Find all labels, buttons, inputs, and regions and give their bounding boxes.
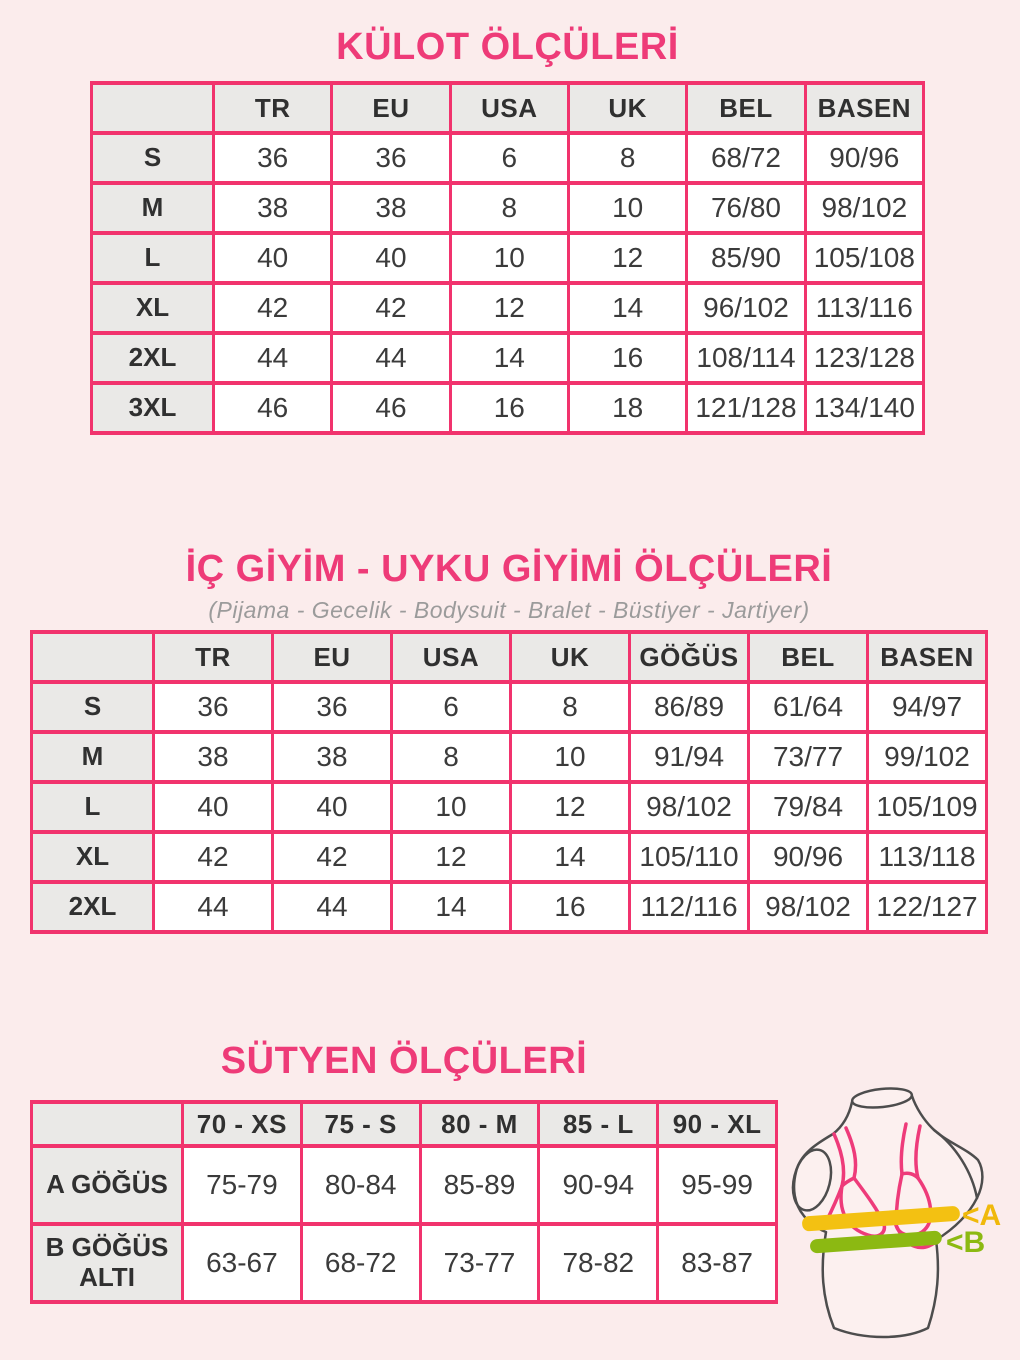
column-header: 75 - S (301, 1102, 420, 1146)
size-cell: 40 (214, 233, 332, 283)
corner-cell (32, 632, 154, 682)
row-label: XL (32, 832, 154, 882)
size-cell: 14 (450, 333, 568, 383)
size-cell: 91/94 (630, 732, 749, 782)
table-row (92, 383, 924, 433)
size-cell: 80-84 (301, 1146, 420, 1224)
size-cell: 63-67 (183, 1224, 302, 1302)
size-cell: 90/96 (749, 832, 868, 882)
size-cell: 96/102 (687, 283, 805, 333)
corner-cell (92, 83, 214, 133)
size-cell: 85-89 (420, 1146, 539, 1224)
size-cell: 85/90 (687, 233, 805, 283)
size-cell: 68-72 (301, 1224, 420, 1302)
column-header: BEL (687, 83, 805, 133)
row-label: M (32, 732, 154, 782)
table-row (32, 1146, 777, 1224)
size-cell: 46 (332, 383, 450, 433)
row-label: 2XL (92, 333, 214, 383)
table-row (92, 133, 924, 183)
size-cell: 76/80 (687, 183, 805, 233)
corner-cell (32, 1102, 183, 1146)
column-header: TR (154, 632, 273, 682)
size-cell: 46 (214, 383, 332, 433)
size-cell: 16 (568, 333, 686, 383)
row-label: S (92, 133, 214, 183)
size-cell: 79/84 (749, 782, 868, 832)
size-cell: 134/140 (805, 383, 923, 433)
table-row (92, 333, 924, 383)
table-row (92, 233, 924, 283)
size-cell: 98/102 (805, 183, 923, 233)
size-cell: 38 (273, 732, 392, 782)
size-cell: 40 (273, 782, 392, 832)
size-cell: 73-77 (420, 1224, 539, 1302)
column-header: USA (392, 632, 511, 682)
size-cell: 86/89 (630, 682, 749, 732)
size-cell: 121/128 (687, 383, 805, 433)
size-cell: 10 (568, 183, 686, 233)
band-a-label: <A (962, 1199, 1002, 1232)
size-cell: 10 (450, 233, 568, 283)
row-label: L (32, 782, 154, 832)
size-cell: 12 (392, 832, 511, 882)
size-cell: 6 (450, 133, 568, 183)
size-cell: 16 (450, 383, 568, 433)
size-cell: 42 (273, 832, 392, 882)
size-cell: 8 (568, 133, 686, 183)
kulot-section-title: KÜLOT ÖLÇÜLERİ (336, 26, 679, 68)
size-cell: 105/108 (805, 233, 923, 283)
size-cell: 73/77 (749, 732, 868, 782)
column-header: UK (568, 83, 686, 133)
column-header: BASEN (868, 632, 987, 682)
row-label: XL (92, 283, 214, 333)
table-row (32, 732, 987, 782)
column-header: 85 - L (539, 1102, 658, 1146)
size-cell: 105/109 (868, 782, 987, 832)
size-cell: 98/102 (630, 782, 749, 832)
header-row (32, 1102, 777, 1146)
sutyen-section-title: SÜTYEN ÖLÇÜLERİ (220, 1040, 588, 1082)
size-cell: 44 (154, 882, 273, 932)
size-cell: 14 (511, 832, 630, 882)
size-cell: 90/96 (805, 133, 923, 183)
size-cell: 36 (154, 682, 273, 732)
band-b-label: <B (946, 1226, 986, 1259)
size-cell: 99/102 (868, 732, 987, 782)
column-header: BEL (749, 632, 868, 682)
size-cell: 6 (392, 682, 511, 732)
row-label: L (92, 233, 214, 283)
size-cell: 113/118 (868, 832, 987, 882)
kulot-size-table (90, 81, 925, 435)
table-row (32, 832, 987, 882)
bra-measurement-diagram (788, 1082, 1020, 1354)
size-cell: 98/102 (749, 882, 868, 932)
column-header: EU (332, 83, 450, 133)
icgiyim-size-table (30, 630, 988, 934)
row-label: M (92, 183, 214, 233)
size-cell: 42 (214, 283, 332, 333)
row-label: A GÖĞÜS (32, 1146, 183, 1224)
table-row (32, 682, 987, 732)
size-cell: 122/127 (868, 882, 987, 932)
size-cell: 12 (511, 782, 630, 832)
row-label: 2XL (32, 882, 154, 932)
size-cell: 42 (332, 283, 450, 333)
column-header: GÖĞÜS (630, 632, 749, 682)
size-cell: 12 (568, 233, 686, 283)
size-cell: 16 (511, 882, 630, 932)
size-cell: 8 (450, 183, 568, 233)
size-cell: 8 (511, 682, 630, 732)
sutyen-size-table (30, 1100, 778, 1304)
column-header: EU (273, 632, 392, 682)
size-cell: 8 (392, 732, 511, 782)
size-cell: 75-79 (183, 1146, 302, 1224)
row-label: 3XL (92, 383, 214, 433)
size-cell: 40 (332, 233, 450, 283)
size-cell: 14 (568, 283, 686, 333)
size-cell: 90-94 (539, 1146, 658, 1224)
table-row (92, 283, 924, 333)
size-cell: 38 (214, 183, 332, 233)
size-cell: 94/97 (868, 682, 987, 732)
column-header: TR (214, 83, 332, 133)
column-header: UK (511, 632, 630, 682)
table-row (32, 782, 987, 832)
size-cell: 61/64 (749, 682, 868, 732)
icgiyim-section-subtitle: (Pijama - Gecelik - Bodysuit - Bralet - Büstiyer - Jartiyer) (208, 597, 810, 623)
icgiyim-section-title: İÇ GİYİM - UYKU GİYİMİ ÖLÇÜLERİ (185, 548, 833, 590)
column-header: BASEN (805, 83, 923, 133)
size-cell: 113/116 (805, 283, 923, 333)
size-cell: 14 (392, 882, 511, 932)
size-cell: 40 (154, 782, 273, 832)
size-cell: 38 (154, 732, 273, 782)
column-header: 90 - XL (658, 1102, 777, 1146)
header-row (32, 632, 987, 682)
row-label: B GÖĞÜS ALTI (32, 1224, 183, 1302)
size-cell: 68/72 (687, 133, 805, 183)
size-cell: 44 (273, 882, 392, 932)
column-header: USA (450, 83, 568, 133)
table-row (32, 882, 987, 932)
table-row (32, 1224, 777, 1302)
size-cell: 10 (511, 732, 630, 782)
size-cell: 83-87 (658, 1224, 777, 1302)
size-cell: 112/116 (630, 882, 749, 932)
header-row (92, 83, 924, 133)
size-cell: 78-82 (539, 1224, 658, 1302)
size-cell: 38 (332, 183, 450, 233)
column-header: 70 - XS (183, 1102, 302, 1146)
size-cell: 95-99 (658, 1146, 777, 1224)
size-cell: 36 (273, 682, 392, 732)
size-cell: 44 (214, 333, 332, 383)
size-cell: 123/128 (805, 333, 923, 383)
size-cell: 44 (332, 333, 450, 383)
table-row (92, 183, 924, 233)
size-cell: 36 (214, 133, 332, 183)
size-cell: 12 (450, 283, 568, 333)
size-cell: 108/114 (687, 333, 805, 383)
size-cell: 18 (568, 383, 686, 433)
size-cell: 105/110 (630, 832, 749, 882)
size-cell: 10 (392, 782, 511, 832)
column-header: 80 - M (420, 1102, 539, 1146)
row-label: S (32, 682, 154, 732)
size-cell: 42 (154, 832, 273, 882)
size-cell: 36 (332, 133, 450, 183)
